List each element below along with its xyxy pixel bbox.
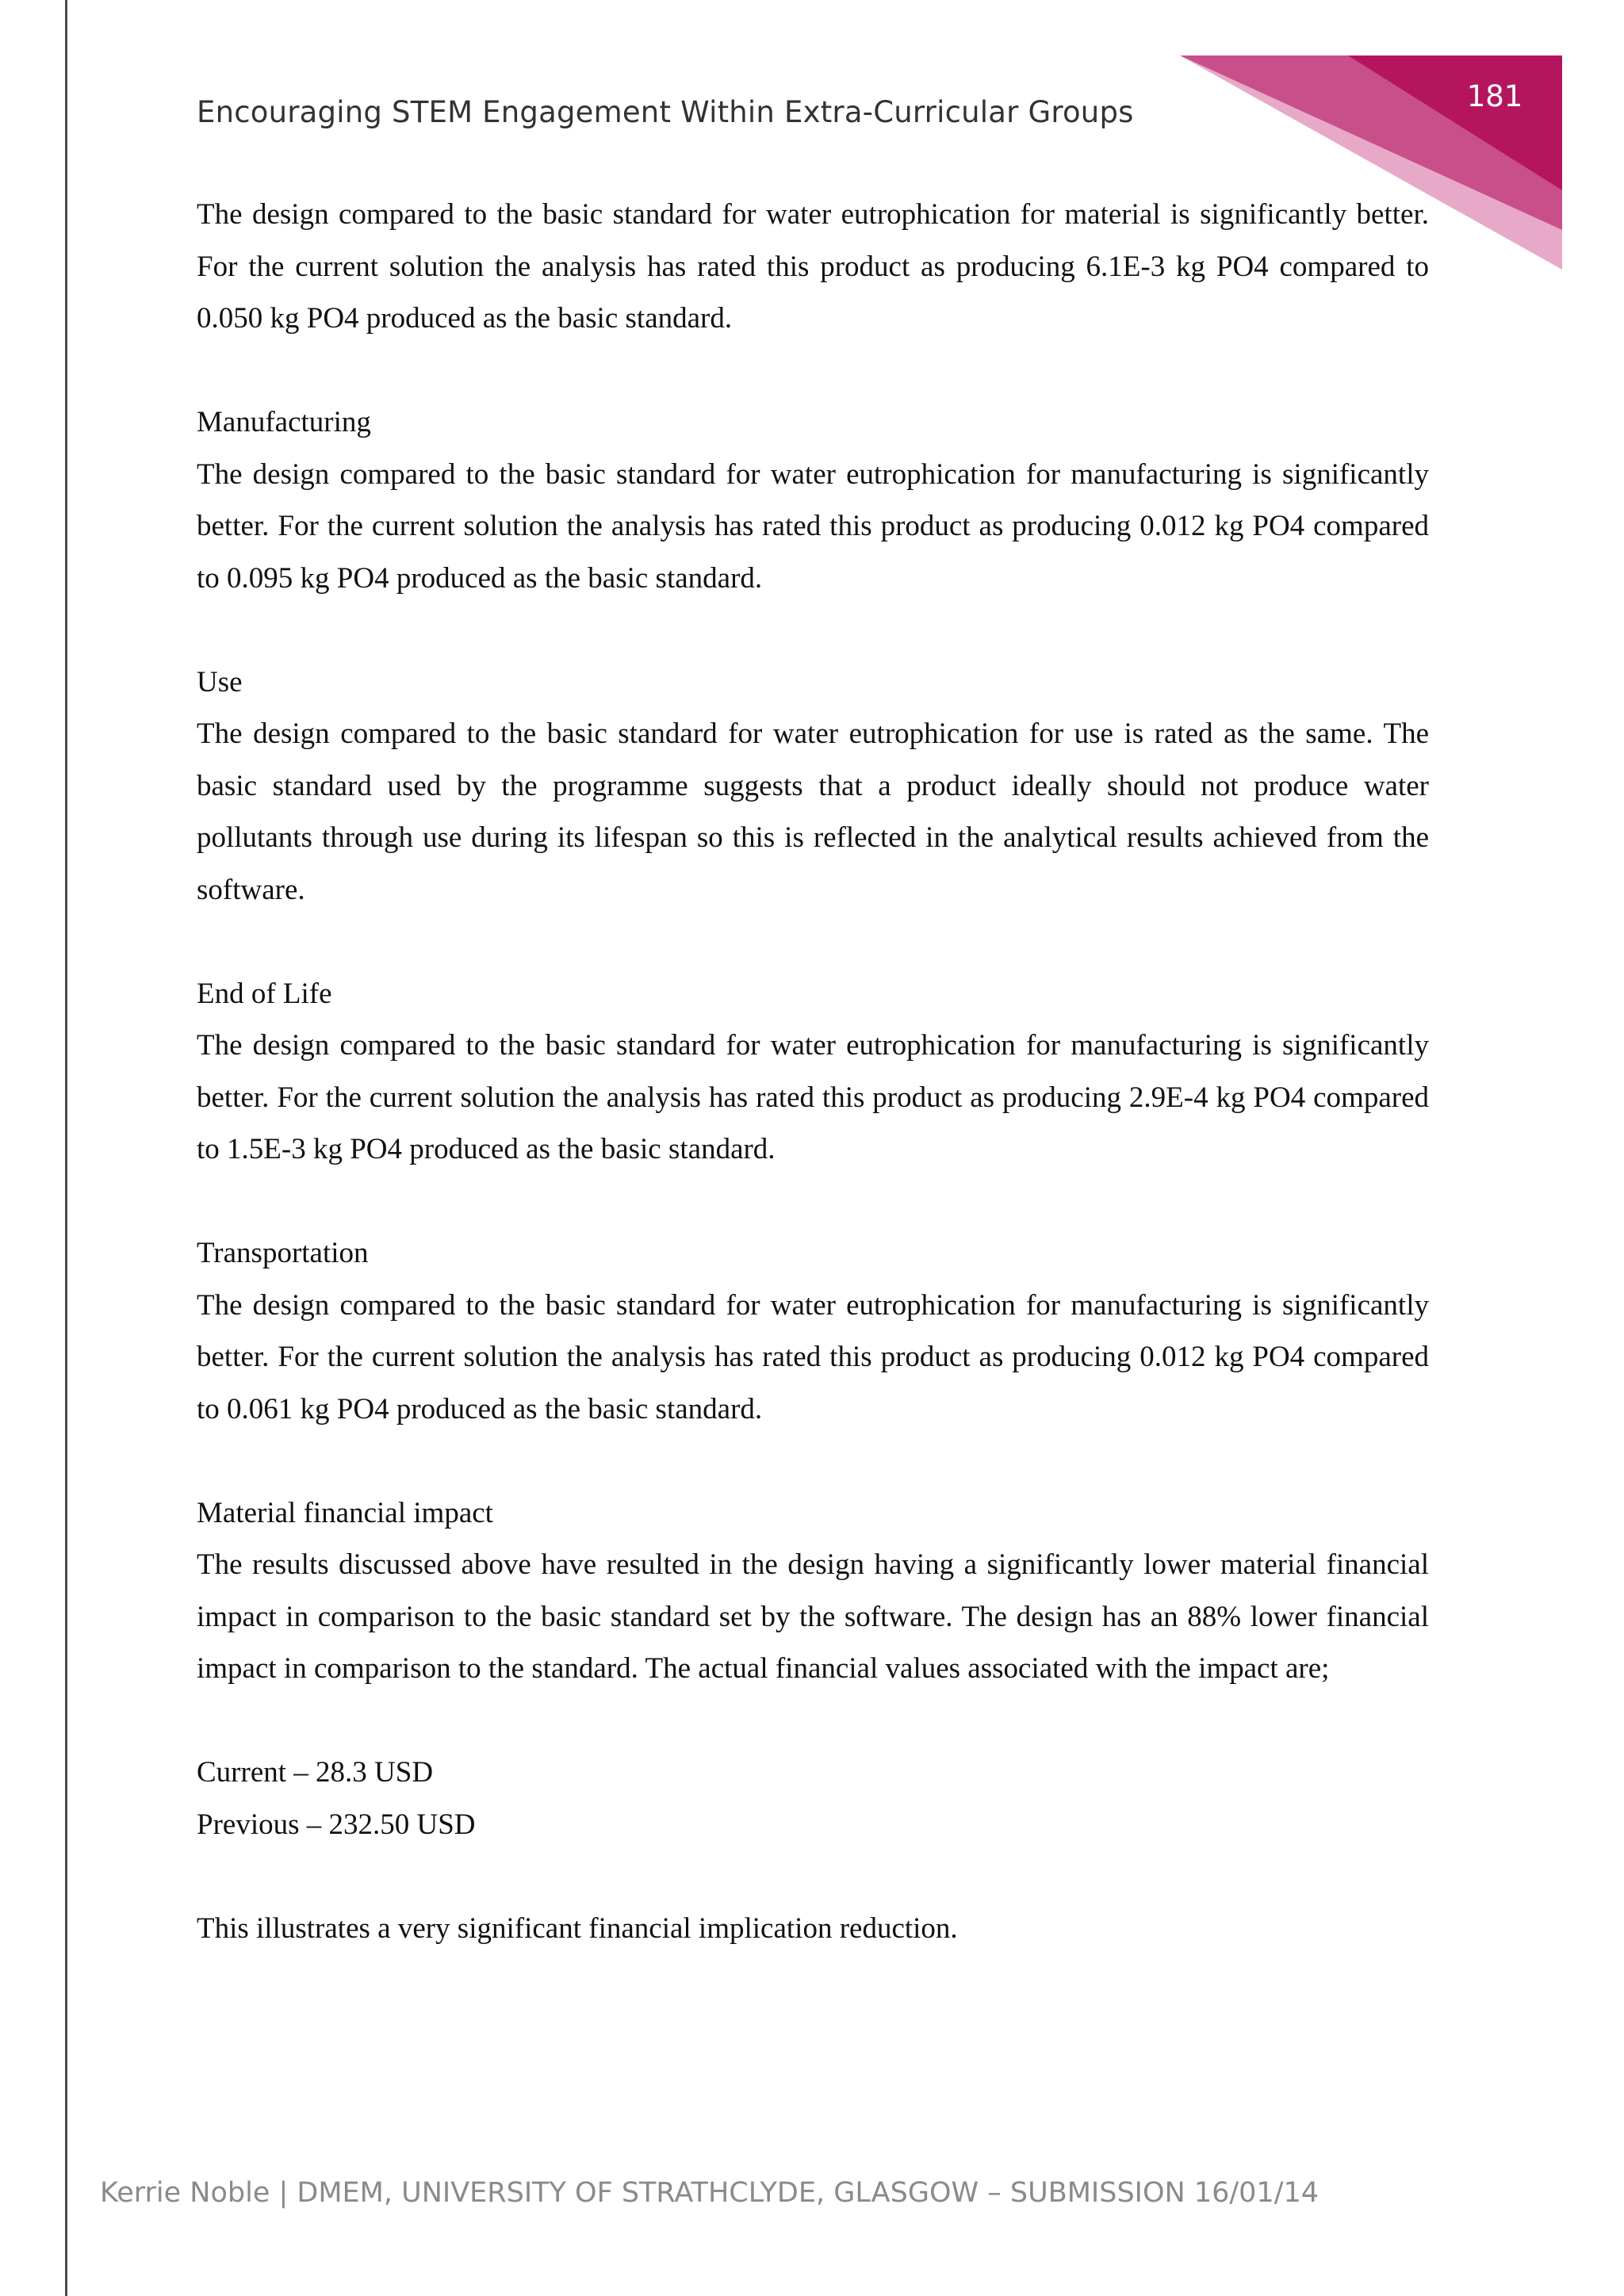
- paragraph-use: The design compared to the basic standard for water eutrophication for use is rated as the same. The basic standard used by the programme suggests that a product ideally should not produce water pollutants through use during its lifespan so this is reflected in the analytical results achieved from the software.: [197, 718, 1429, 906]
- paragraph-material: The design compared to the basic standard for water eutrophication for material is significantly better. For the current solution the analysis has rated this product as producing 6.1E-3 kg PO4 compared to 0.050 kg PO4 produced as the basic standard.: [197, 198, 1429, 335]
- section-heading-transportation: Transportation: [197, 1237, 369, 1269]
- paragraph-conclusion: This illustrates a very significant financial implication reduction.: [197, 1911, 958, 1945]
- paragraph-manufacturing: The design compared to the basic standard for water eutrophication for manufacturing is significantly better. For the current solution the analysis has rated this product as producing 0.012 kg PO4 compared to 0.095 kg PO4 produced as the basic standard.: [197, 457, 1429, 595]
- paragraph-material-financial-impact: The results discussed above have resulted in the design having a significantly lower material financial impact in comparison to the basic standard set by the software. The design has an 88% lower financial impact in comparison to the standard. The actual financial values associated with the impact are;: [197, 1548, 1429, 1685]
- running-header-title: Encouraging STEM Engagement Within Extra-Curricular Groups: [197, 95, 1134, 129]
- paragraph-transportation: The design compared to the basic standard for water eutrophication for manufacturing is significantly better. For the current solution the analysis has rated this product as producing 0.012 kg PO4 compared to 0.061 kg PO4 produced as the basic standard.: [197, 1288, 1429, 1425]
- page-footer: Kerrie Noble | DMEM, UNIVERSITY OF STRATHCLYDE, GLASGOW – SUBMISSION 16/01/14: [100, 2177, 1320, 2209]
- section-heading-manufacturing: Manufacturing: [197, 406, 371, 438]
- paragraph-end-of-life: The design compared to the basic standard for water eutrophication for manufacturing is significantly better. For the current solution the analysis has rated this product as producing 2.9E-4 kg PO4 compared to 1.5E-3 kg PO4 produced as the basic standard.: [197, 1029, 1429, 1165]
- value-current: Current – 28.3 USD: [197, 1756, 434, 1789]
- value-previous: Previous – 232.50 USD: [197, 1808, 476, 1841]
- section-heading-material-financial-impact: Material financial impact: [197, 1496, 493, 1529]
- page-number: 181: [1466, 79, 1523, 113]
- section-heading-use: Use: [197, 665, 243, 698]
- document-body: [197, 189, 1429, 1954]
- left-margin-rule: [65, 0, 67, 2296]
- section-heading-end-of-life: End of Life: [197, 977, 332, 1010]
